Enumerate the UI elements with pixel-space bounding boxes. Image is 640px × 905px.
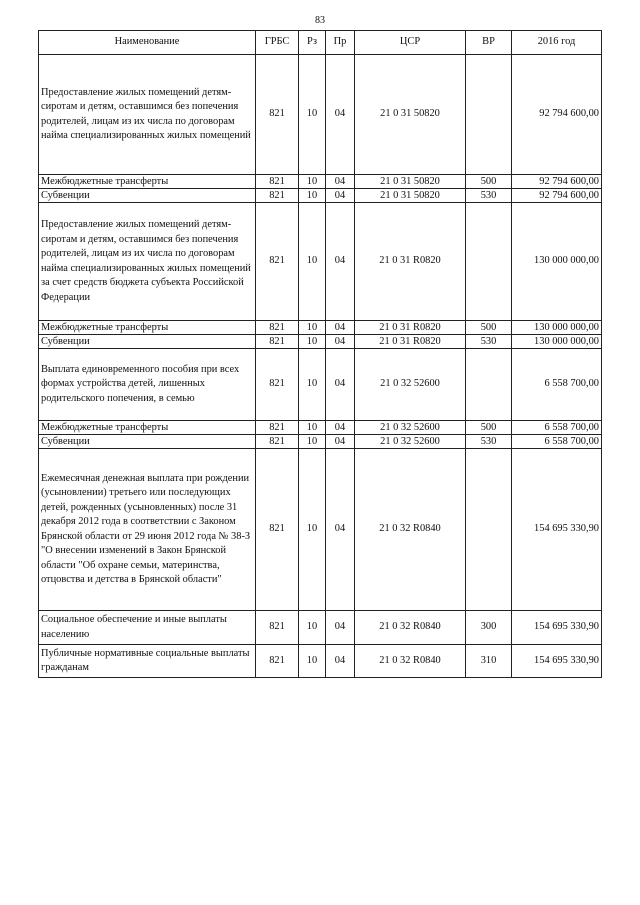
row-vr: 530 [466, 189, 512, 203]
row-csr: 21 0 31 50820 [355, 175, 466, 189]
row-vr: 500 [466, 175, 512, 189]
row-pr: 04 [326, 645, 355, 678]
row-grbs: 821 [256, 645, 299, 678]
row-csr: 21 0 32 R0840 [355, 611, 466, 645]
header-year: 2016 год [512, 31, 602, 55]
row-csr: 21 0 32 52600 [355, 435, 466, 449]
row-grbs: 821 [256, 203, 299, 321]
row-vr: 310 [466, 645, 512, 678]
table-row [39, 435, 602, 449]
row-amount: 154 695 330,90 [512, 611, 602, 645]
row-vr: 530 [466, 435, 512, 449]
row-pr: 04 [326, 449, 355, 611]
row-name: Субвенции [39, 189, 256, 203]
row-pr: 04 [326, 421, 355, 435]
row-amount: 130 000 000,00 [512, 321, 602, 335]
row-pr: 04 [326, 203, 355, 321]
row-csr: 21 0 32 R0840 [355, 449, 466, 611]
budget-table [38, 30, 602, 678]
row-rz: 10 [299, 203, 326, 321]
row-rz: 10 [299, 645, 326, 678]
row-grbs: 821 [256, 449, 299, 611]
row-rz: 10 [299, 335, 326, 349]
table-row [39, 175, 602, 189]
row-rz: 10 [299, 435, 326, 449]
table-row [39, 645, 602, 678]
row-amount: 6 558 700,00 [512, 435, 602, 449]
header-name: Наименование [39, 31, 256, 55]
header-rz: Рз [299, 31, 326, 55]
row-vr [466, 203, 512, 321]
table-row [39, 421, 602, 435]
table-row [39, 449, 602, 611]
row-name: Субвенции [39, 435, 256, 449]
row-vr: 500 [466, 421, 512, 435]
row-csr: 21 0 31 R0820 [355, 203, 466, 321]
row-pr: 04 [326, 611, 355, 645]
page-number: 83 [315, 15, 325, 26]
row-rz: 10 [299, 55, 326, 175]
row-grbs: 821 [256, 435, 299, 449]
table-row [39, 189, 602, 203]
row-name: Межбюджетные трансферты [39, 421, 256, 435]
row-name: Межбюджетные трансферты [39, 175, 256, 189]
row-grbs: 821 [256, 189, 299, 203]
header-pr: Пр [326, 31, 355, 55]
table-row [39, 203, 602, 321]
row-amount: 6 558 700,00 [512, 349, 602, 421]
row-rz: 10 [299, 321, 326, 335]
row-amount: 92 794 600,00 [512, 55, 602, 175]
row-amount: 154 695 330,90 [512, 449, 602, 611]
row-vr [466, 449, 512, 611]
row-vr: 530 [466, 335, 512, 349]
row-pr: 04 [326, 189, 355, 203]
row-vr: 500 [466, 321, 512, 335]
row-name: Публичные нормативные социальные выплаты гражданам [39, 645, 256, 678]
row-rz: 10 [299, 175, 326, 189]
row-vr: 300 [466, 611, 512, 645]
row-csr: 21 0 32 R0840 [355, 645, 466, 678]
row-rz: 10 [299, 189, 326, 203]
row-csr: 21 0 32 52600 [355, 349, 466, 421]
row-amount: 130 000 000,00 [512, 203, 602, 321]
row-amount: 6 558 700,00 [512, 421, 602, 435]
row-rz: 10 [299, 349, 326, 421]
row-csr: 21 0 31 R0820 [355, 335, 466, 349]
header-grbs: ГРБС [256, 31, 299, 55]
row-rz: 10 [299, 449, 326, 611]
header-csr: ЦСР [355, 31, 466, 55]
row-rz: 10 [299, 421, 326, 435]
row-csr: 21 0 31 R0820 [355, 321, 466, 335]
row-amount: 92 794 600,00 [512, 189, 602, 203]
row-grbs: 821 [256, 175, 299, 189]
table-row [39, 55, 602, 175]
table-row [39, 335, 602, 349]
row-name: Предоставление жилых помещений детям-сиротам и детям, оставшимся без попечения родителей, лицам из их числа по договорам найма специализированных жилых помещений за счет средств бюджета субъекта Российской Федерации [39, 203, 256, 321]
row-name: Социальное обеспечение и иные выплаты населению [39, 611, 256, 645]
table-row [39, 611, 602, 645]
row-pr: 04 [326, 175, 355, 189]
row-csr: 21 0 32 52600 [355, 421, 466, 435]
header-vr: ВР [466, 31, 512, 55]
row-grbs: 821 [256, 611, 299, 645]
row-grbs: 821 [256, 321, 299, 335]
row-grbs: 821 [256, 335, 299, 349]
row-amount: 130 000 000,00 [512, 335, 602, 349]
row-grbs: 821 [256, 349, 299, 421]
row-amount: 92 794 600,00 [512, 175, 602, 189]
row-vr [466, 55, 512, 175]
row-pr: 04 [326, 321, 355, 335]
row-vr [466, 349, 512, 421]
row-rz: 10 [299, 611, 326, 645]
row-grbs: 821 [256, 55, 299, 175]
row-name: Субвенции [39, 335, 256, 349]
row-name: Ежемесячная денежная выплата при рождении (усыновлении) третьего или последующих детей, рожденных (усыновленных) после 31 декабря 2012 года в соответствии с Законом Брянской области от 29 июня 2012 года № 38-З "О внесении изменений в Закон Брянской области "Об охране семьи, материнства, отцовства и детства в Брянской области" [39, 449, 256, 611]
row-pr: 04 [326, 335, 355, 349]
table-row [39, 349, 602, 421]
row-csr: 21 0 31 50820 [355, 189, 466, 203]
row-amount: 154 695 330,90 [512, 645, 602, 678]
table-header-row [39, 31, 602, 55]
row-name: Предоставление жилых помещений детям-сиротам и детям, оставшимся без попечения родителей, лицам из их числа по договорам найма специализированных жилых помещений [39, 55, 256, 175]
row-pr: 04 [326, 435, 355, 449]
row-name: Межбюджетные трансферты [39, 321, 256, 335]
row-name: Выплата единовременного пособия при всех формах устройства детей, лишенных родительского попечения, в семью [39, 349, 256, 421]
row-pr: 04 [326, 349, 355, 421]
row-csr: 21 0 31 50820 [355, 55, 466, 175]
row-pr: 04 [326, 55, 355, 175]
table-row [39, 321, 602, 335]
row-grbs: 821 [256, 421, 299, 435]
